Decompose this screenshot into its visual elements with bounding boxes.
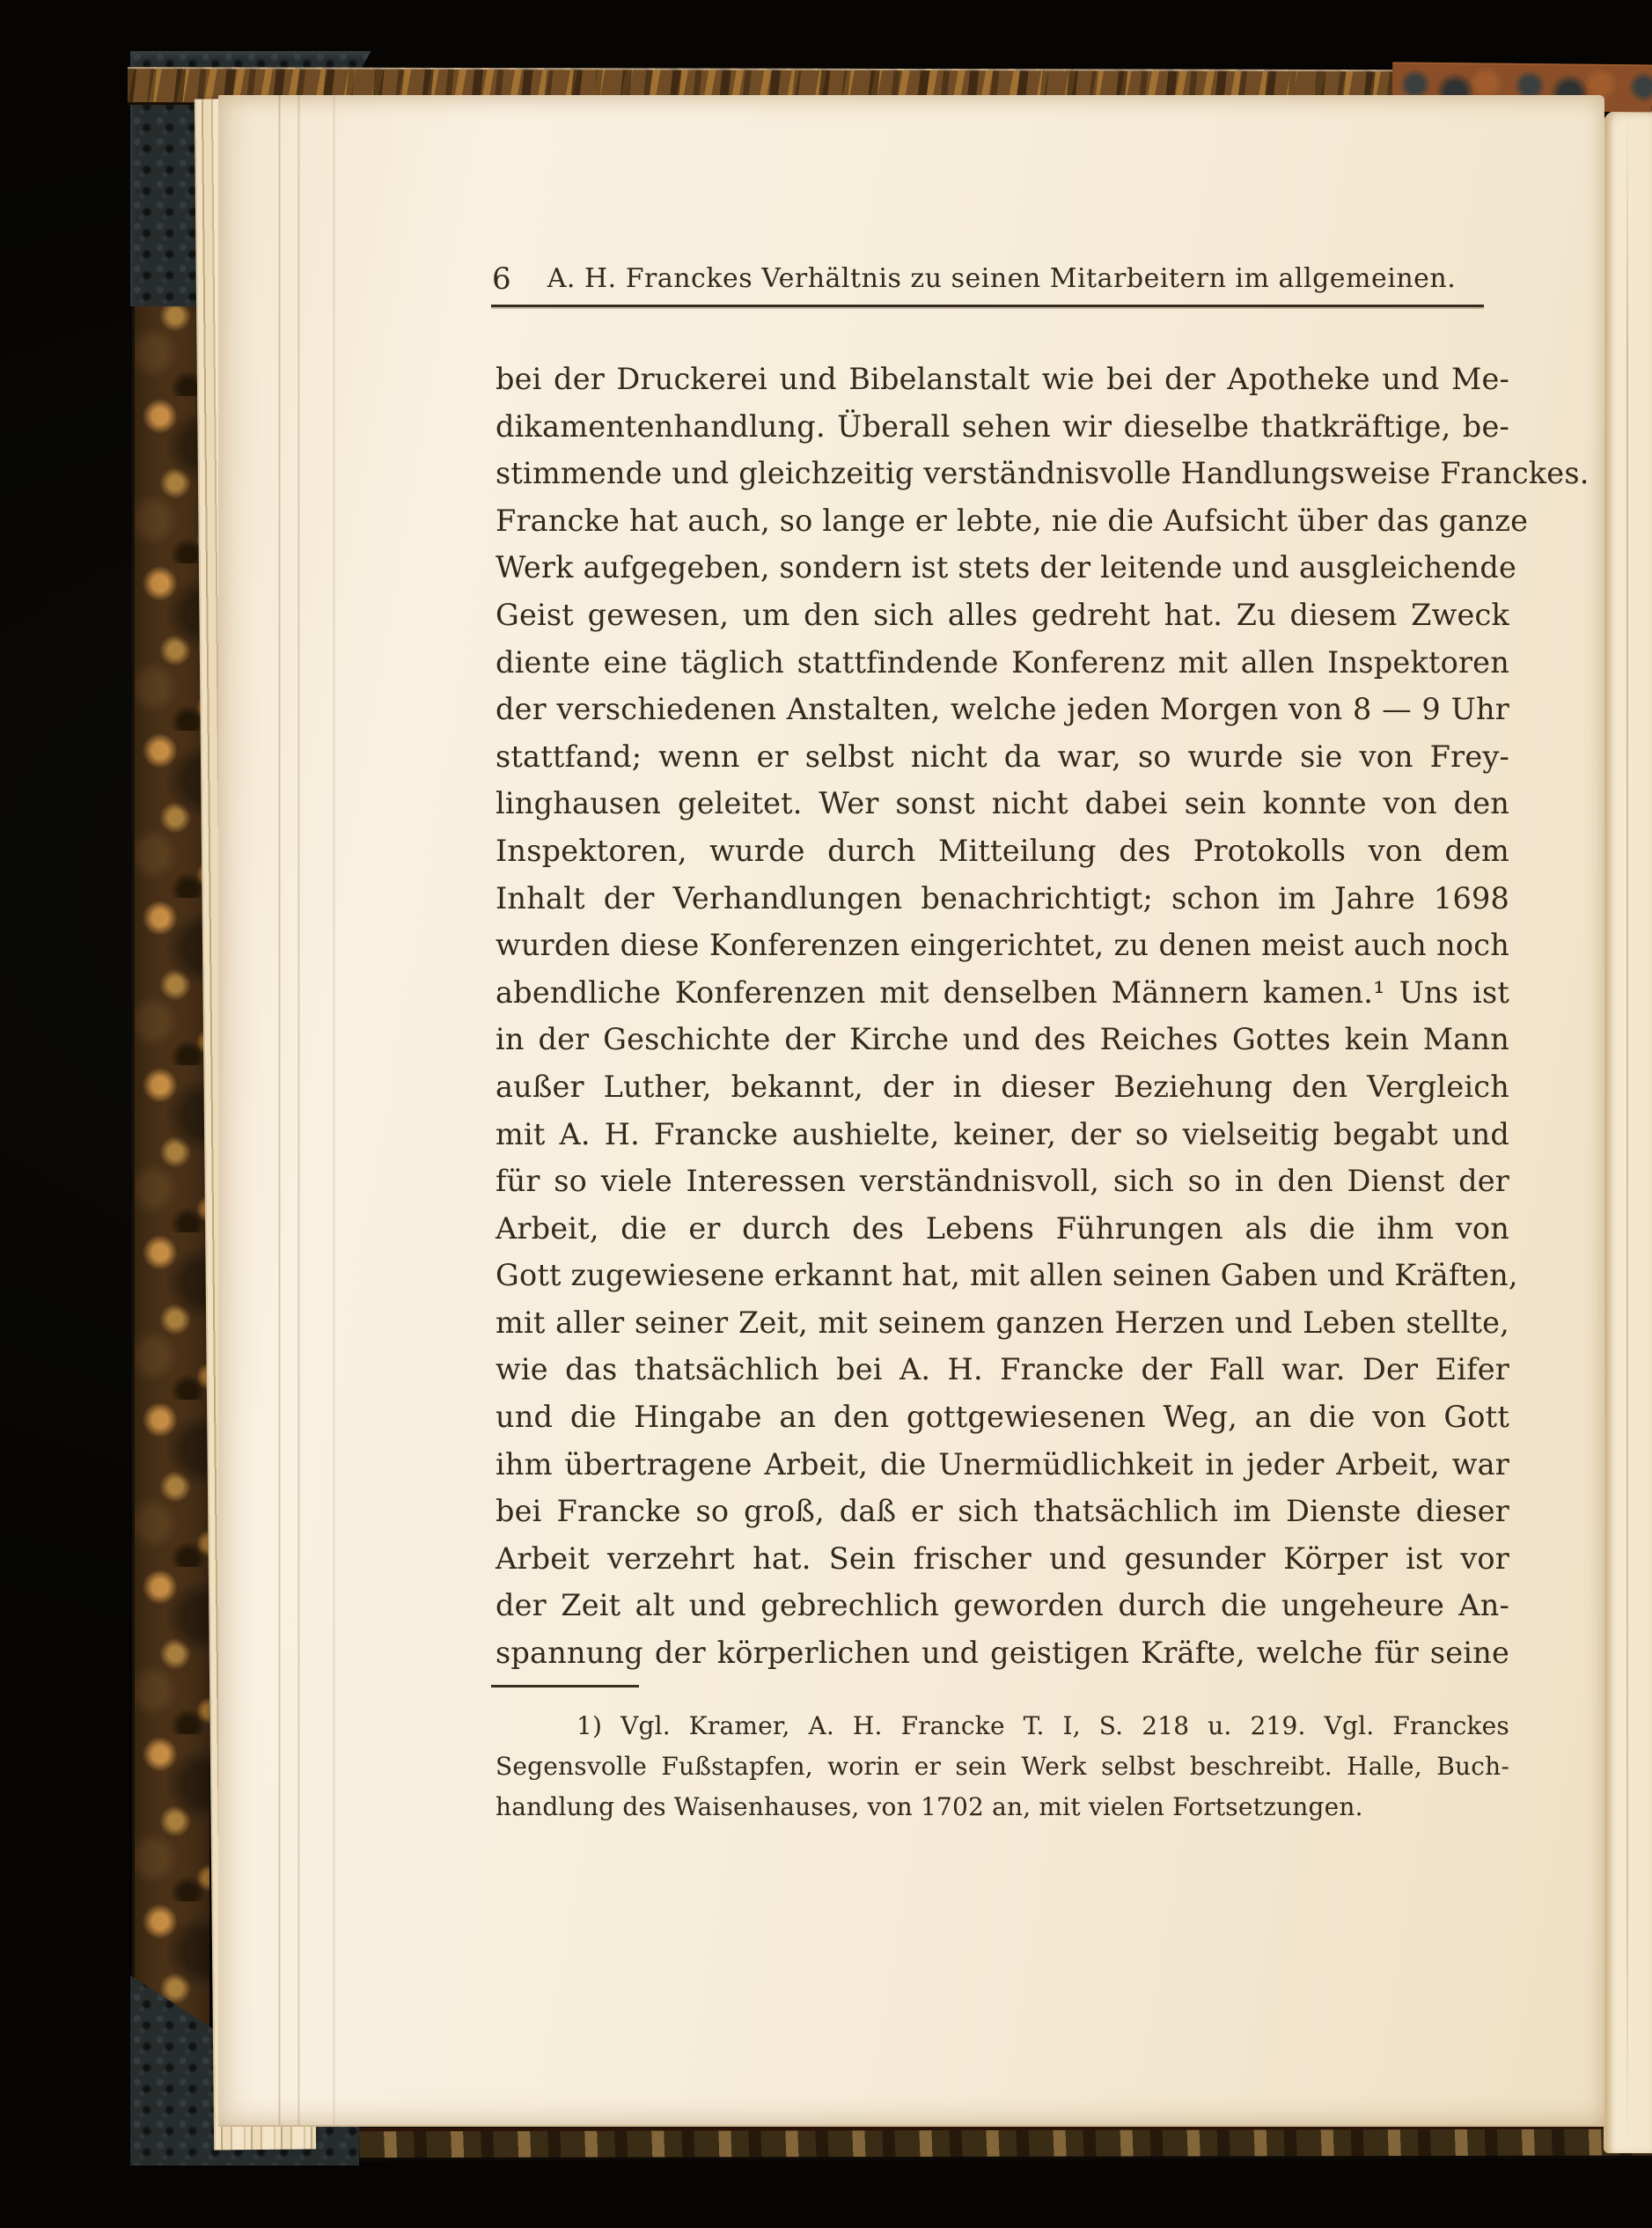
underlying-page-edge: [1604, 111, 1652, 2153]
running-header: A. H. Franckes Verhältnis zu seinen Mitarbeitern im allgemeinen.: [547, 263, 1457, 294]
text-line: Inspektoren, wurde durch Mitteilung des Protokolls von dem: [496, 833, 1509, 868]
page-number: 6: [492, 261, 511, 297]
text-line: Arbeit, die er durch des Lebens Führungen als die ihm von: [496, 1210, 1509, 1246]
text-line: Francke hat auch, so lange er lebte, nie die Aufsicht über das ganze: [496, 503, 1529, 538]
text-line: wie das thatsächlich bei A. H. Francke der Fall war. Der Eifer: [496, 1352, 1509, 1387]
page-fold-lines: [271, 95, 356, 2125]
text-line: spannung der körperlichen und geistigen Kräfte, welche für seine: [496, 1636, 1509, 1671]
text-line: Arbeit verzehrt hat. Sein frischer und gesunder Körper ist vor: [496, 1540, 1509, 1576]
text-line: Inhalt der Verhandlungen benachrichtigt; schon im Jahre 1698: [496, 880, 1509, 915]
text-line: Gott zugewiesene erkannt hat, mit allen seinen Gaben und Kräften,: [496, 1258, 1518, 1293]
page-edge-crease: [1626, 111, 1628, 2153]
text-line: für so viele Interessen verständnisvoll, sich so in den Dienst der: [496, 1164, 1509, 1199]
text-line: linghausen geleitet. Wer sonst nicht dabei sein konnte von den: [496, 786, 1509, 821]
text-line: mit A. H. Francke aushielte, keiner, der so vielseitig begabt und: [496, 1116, 1509, 1151]
text-line: ihm übertragene Arbeit, die Unermüdlichkeit in jeder Arbeit, war: [496, 1446, 1509, 1482]
text-line: Geist gewesen, um den sich alles gedreht hat. Zu diesem Zweck: [496, 597, 1509, 632]
text-line: stimmende und gleichzeitig verständnisvolle Handlungsweise Franckes.: [496, 456, 1590, 491]
header-rule: [491, 305, 1484, 307]
text-line: bei der Druckerei und Bibelanstalt wie bei der Apotheke und Me-: [496, 362, 1509, 396]
text-line: mit aller seiner Zeit, mit seinem ganzen Herzen und Leben stellte,: [496, 1305, 1509, 1340]
text-line: und die Hingabe an den gottgewiesenen Weg, an die von Gott: [496, 1400, 1509, 1435]
text-line: Werk aufgegeben, sondern ist stets der leitende und ausgleichende: [496, 550, 1517, 585]
text-line: stattfand; wenn er selbst nicht da war, so wurde sie von Frey-: [496, 739, 1509, 774]
text-line: abendliche Konferenzen mit denselben Männern kamen.¹ Uns ist: [496, 974, 1509, 1010]
book-cover-bottom-edge: [251, 2126, 1652, 2161]
footnote-line: Segensvolle Fußstapfen, worin er sein Werk selbst beschreibt. Halle, Buch-: [496, 1752, 1509, 1781]
text-line: bei Francke so groß, daß er sich thatsächlich im Dienste dieser: [496, 1494, 1509, 1529]
footnote: [496, 1706, 1509, 1827]
footnote-line: handlung des Waisenhauses, von 1702 an, mit vielen Fortsetzungen.: [496, 1792, 1363, 1821]
footnote-line: 1) Vgl. Kramer, A. H. Francke T. I, S. 218 u. 219. Vgl. Franckes: [576, 1711, 1509, 1740]
footnote-rule: [491, 1685, 639, 1688]
text-line: der verschiedenen Anstalten, welche jeden Morgen von 8 — 9 Uhr: [496, 692, 1509, 727]
text-line: wurden diese Konferenzen eingerichtet, zu denen meist auch noch: [496, 928, 1509, 963]
text-line: dikamentenhandlung. Überall sehen wir dieselbe thatkräftige, be-: [496, 408, 1509, 444]
text-line: in der Geschichte der Kirche und des Reiches Gottes kein Mann: [496, 1022, 1509, 1057]
text-line: außer Luther, bekannt, der in dieser Beziehung den Vergleich: [496, 1069, 1509, 1104]
running-header-row: [492, 259, 1508, 299]
book-page: [218, 95, 1604, 2127]
text-line: der Zeit alt und gebrechlich geworden durch die ungeheure An-: [496, 1588, 1509, 1623]
body-text: [496, 356, 1590, 1677]
text-line: diente eine täglich stattfindende Konferenz mit allen Inspektoren: [496, 644, 1509, 680]
